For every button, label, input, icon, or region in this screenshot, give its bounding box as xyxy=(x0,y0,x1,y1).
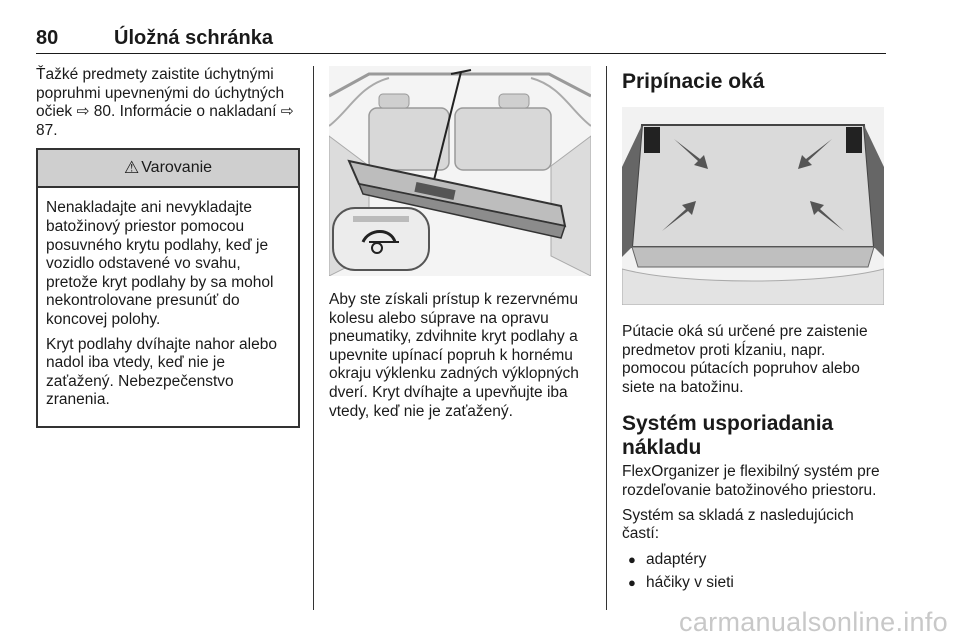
warning-paragraph: Kryt podlahy dvíhajte nahor alebo nadol iba vtedy, keď nie je zaťažený. Nebezpečenstvo zranenia. xyxy=(46,335,277,409)
warning-title: Varovanie xyxy=(141,159,213,177)
column-divider xyxy=(313,66,314,610)
column-divider xyxy=(606,66,607,610)
list-item: ● adaptéry xyxy=(622,548,888,571)
warning-paragraph: Nenakladajte ani nevykladajte batožinový priestor pomocou posuvného krytu podlahy, keď je vozidlo odstavené vo svahu, pretože kryt podlahy by sa mohol nekontrolovane presunúť do koncovej polohy. xyxy=(46,199,274,328)
arrow-ref-icon: ⇨ xyxy=(76,103,90,121)
section-heading-cargo-system: Systém usporiadania nákladu xyxy=(622,412,834,460)
parts-list xyxy=(622,548,888,594)
warning-triangle-icon: ⚠ xyxy=(123,158,140,178)
lashing-eyes-illustration xyxy=(622,107,884,305)
ref-link[interactable]: 80. Informácie o nakladaní xyxy=(89,103,281,121)
system-parts-text: Systém sa skladá z nasledujúcich častí: xyxy=(622,506,854,543)
section-heading-lashing-eyes: Pripínacie oká xyxy=(622,70,765,93)
spare-wheel-access-text: Aby ste získali prístup k rezervnému kolesu alebo súprave na opravu pneumatiky, zdvihnite kryt podlahy a upevnite upínací popruh k hornému okraju výklenku zadných výklopných dverí. Kryt dvíhajte a upevňujte iba vtedy, keď nie je zaťažený. xyxy=(329,291,579,420)
ref-link[interactable]: 87. xyxy=(36,121,58,139)
lashing-eyes-text: Pútacie oká sú určené pre zaistenie predmetov proti kĺzaniu, napr. pomocou pútacích popruhov alebo siete na batožinu. xyxy=(622,323,868,396)
column-right xyxy=(622,66,888,594)
list-item: ● háčiky v sieti xyxy=(622,571,888,594)
column-middle xyxy=(329,66,591,421)
bullet-icon: ● xyxy=(628,551,636,567)
page-title: Úložná schránka xyxy=(114,27,273,49)
column-left xyxy=(36,66,300,428)
cargo-floor-cover-illustration xyxy=(329,66,591,276)
page-header xyxy=(36,27,886,54)
flexorganizer-text: FlexOrganizer je flexibilný systém pre rozdeľovanie batožinového priestoru. xyxy=(622,463,880,499)
warning-header xyxy=(38,150,298,188)
intro-paragraph: Ťažké predmety zaistite úchytnými popruhmi upevnenými do úchytných očiek ⇨ 80. Informácie o nakladaní ⇨ 87. xyxy=(36,66,294,139)
warning-box xyxy=(36,148,300,428)
arrow-ref-icon: ⇨ xyxy=(280,103,294,121)
page-number: 80 xyxy=(36,27,59,49)
watermark: carmanualsonline.info xyxy=(679,607,948,637)
warning-body xyxy=(38,188,298,426)
bullet-icon: ● xyxy=(628,574,636,590)
